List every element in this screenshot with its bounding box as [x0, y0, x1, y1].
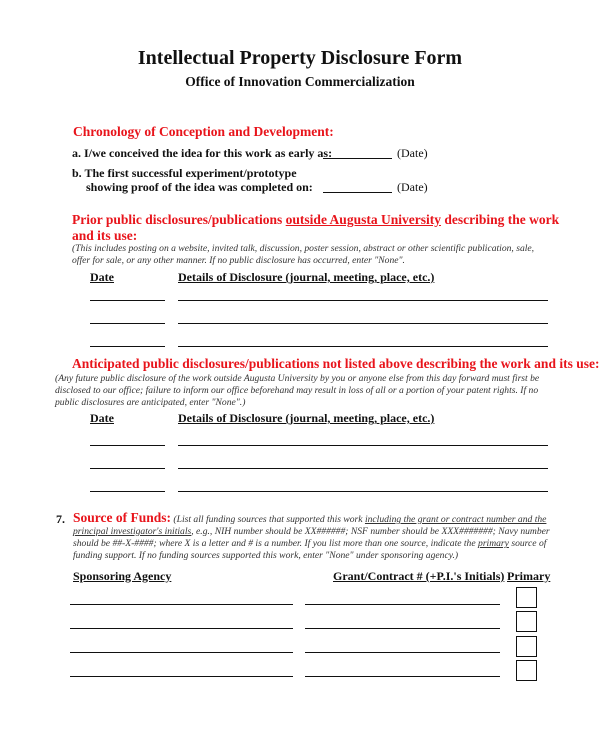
agency-field[interactable]	[70, 604, 293, 605]
grant-field[interactable]	[305, 676, 500, 677]
form-title: Intellectual Property Disclosure Form	[137, 47, 463, 69]
heading-text: describing the work	[440, 212, 560, 227]
experiment-label-2: showing proof of the idea was completed on:	[86, 180, 313, 194]
sponsoring-agency-header: Sponsoring Agency	[73, 569, 172, 583]
details-field[interactable]	[178, 300, 548, 301]
conceived-label: a. I/we conceived the idea for this work as early as:	[72, 146, 333, 160]
source-of-funds-heading: Source of Funds:	[73, 510, 172, 525]
source-of-funds-block	[73, 512, 551, 562]
section-number: 7.	[56, 512, 65, 526]
grant-contract-header: Grant/Contract # (+P.I.'s Initials)	[333, 569, 505, 583]
funds-note: source of funding support. If no funding sources supported this work, enter "None" under sponsoring agency.)	[73, 538, 547, 561]
agency-field[interactable]	[70, 652, 293, 653]
primary-checkbox[interactable]	[516, 611, 537, 632]
date-column-header: Date	[90, 411, 114, 425]
date-field[interactable]	[90, 346, 165, 347]
date-column-header: Date	[90, 270, 114, 284]
form-subtitle: Office of Innovation Commercialization	[185, 74, 415, 89]
details-field[interactable]	[178, 445, 548, 446]
heading-text: Prior public disclosures/publications	[72, 212, 286, 227]
agency-field[interactable]	[70, 628, 293, 629]
experiment-label-1: b. The first successful experiment/prototype	[72, 166, 297, 180]
primary-header: Primary	[507, 569, 551, 583]
grant-field[interactable]	[305, 628, 500, 629]
details-column-header: Details of Disclosure (journal, meeting, place, etc.)	[178, 411, 435, 425]
grant-field[interactable]	[305, 604, 500, 605]
details-field[interactable]	[178, 346, 548, 347]
anticipated-disclosures-heading: Anticipated public disclosures/publications not listed above describing the work and its use:	[72, 356, 600, 371]
primary-checkbox[interactable]	[516, 587, 537, 608]
conceived-date-field[interactable]	[323, 158, 392, 159]
date-field[interactable]	[90, 323, 165, 324]
funds-note-underlined: including the grant or contract number and the principal investigator's initials	[73, 514, 547, 537]
details-column-header: Details of Disclosure (journal, meeting, place, etc.)	[178, 270, 435, 284]
date-hint: (Date)	[397, 146, 428, 160]
date-field[interactable]	[90, 300, 165, 301]
date-hint: (Date)	[397, 180, 428, 194]
agency-field[interactable]	[70, 676, 293, 677]
primary-checkbox[interactable]	[516, 660, 537, 681]
funds-note: (List all funding sources that supported this work	[173, 514, 365, 525]
details-field[interactable]	[178, 491, 548, 492]
chronology-heading: Chronology of Conception and Development:	[73, 124, 334, 139]
details-field[interactable]	[178, 468, 548, 469]
grant-field[interactable]	[305, 652, 500, 653]
experiment-date-field[interactable]	[323, 192, 392, 193]
details-field[interactable]	[178, 323, 548, 324]
prior-disclosures-heading	[72, 212, 559, 228]
primary-checkbox[interactable]	[516, 636, 537, 657]
funds-note-underlined: primary	[478, 538, 509, 549]
prior-disclosures-heading-2: and its use:	[72, 228, 138, 243]
funds-note: , e.g., NIH number should be XX######; NSF number should be XXX#######; Navy number should be ##-X-####; where X is a letter and # is a number. If you list more than one source, indicate the	[73, 526, 550, 549]
date-field[interactable]	[90, 445, 165, 446]
date-field[interactable]	[90, 491, 165, 492]
anticipated-disclosures-note: (Any future public disclosure of the work outside Augusta University by you or anyone else from this day forward must first be disclosed to our office; failure to inform our office beforehand may result in loss of all or a portion of your patent rights. If no public disclosures are anticipated, enter "None".)	[55, 373, 540, 408]
date-field[interactable]	[90, 468, 165, 469]
heading-underlined: outside Augusta University	[285, 212, 441, 227]
prior-disclosures-note: (This includes posting on a website, invited talk, discussion, poster session, abstract or other scientific publication, sale, offer for sale, or any other manner. If no public disclosure has occurred, enter "None".	[72, 243, 535, 266]
